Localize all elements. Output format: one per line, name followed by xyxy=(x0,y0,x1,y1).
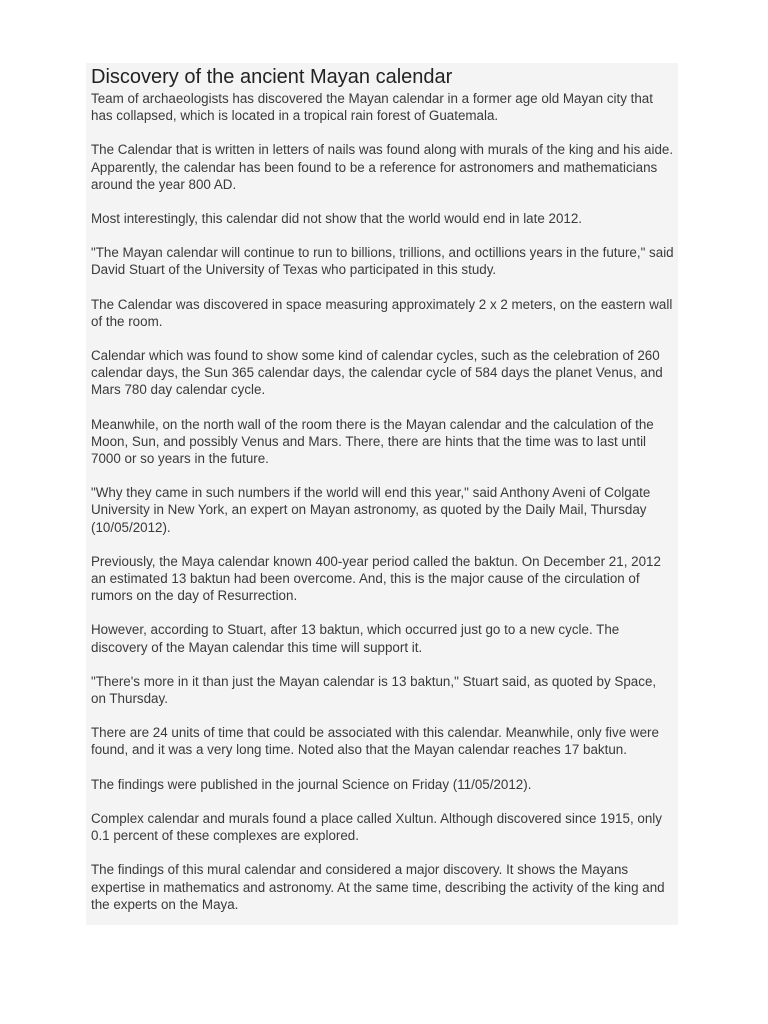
document-page xyxy=(86,63,678,925)
paragraph-7: Meanwhile, on the north wall of the room there is the Mayan calendar and the calculation of the Moon, Sun, and possibly Venus and Mars. There, there are hints that the time was to last until 7000 or so years in the future. xyxy=(91,416,654,467)
paragraph-10: However, according to Stuart, after 13 baktun, which occurred just go to a new cycle. The discovery of the Mayan calendar this time will support it. xyxy=(91,622,620,655)
paragraph-9: Previously, the Maya calendar known 400-year period called the baktun. On December 21, 2012 an estimated 13 baktun had been overcome. And, this is the major cause of the circulation of rumors on the day of Resurrection. xyxy=(91,553,661,604)
paragraph-11: "There's more in it than just the Mayan calendar is 13 baktun," Stuart said, as quoted by Space, on Thursday. xyxy=(91,673,657,707)
document-title: Discovery of the ancient Mayan calendar xyxy=(91,66,453,88)
paragraph-12: There are 24 units of time that could be associated with this calendar. Meanwhile, only five were found, and it was a very long time. Noted also that the Mayan calendar reaches 17 baktun. xyxy=(91,725,659,758)
paragraph-15: The findings of this mural calendar and considered a major discovery. It shows the Mayans expertise in mathematics and astronomy. At the same time, describing the activity of the king and the experts on the Maya. xyxy=(91,862,665,912)
paragraph-3: Most interestingly, this calendar did not show that the world would end in late 2012. xyxy=(91,211,583,227)
paragraph-4: "The Mayan calendar will continue to run to billions, trillions, and octillions years in the future," said David Stuart of the University of Texas who participated in this study. xyxy=(91,245,674,278)
paragraph-5: The Calendar was discovered in space measuring approximately 2 x 2 meters, on the eastern wall of the room. xyxy=(91,296,673,329)
paragraph-14: Complex calendar and murals found a place called Xultun. Although discovered since 1915, only 0.1 percent of these complexes are explored. xyxy=(91,810,662,844)
paragraph-13: The findings were published in the journal Science on Friday (11/05/2012). xyxy=(91,776,532,792)
paragraph-6: Calendar which was found to show some kind of calendar cycles, such as the celebration of 260 calendar days, the Sun 365 calendar days, the calendar cycle of 584 days the planet Venus, and Mars 780 day calendar cycle. xyxy=(91,348,663,398)
paragraph-8: "Why they came in such numbers if the world will end this year," said Anthony Aveni of Colgate University in New York, an expert on Mayan astronomy, as quoted by the Daily Mail, Thursday (10/05/2012). xyxy=(91,485,651,535)
paragraph-1: Team of archaeologists has discovered the Mayan calendar in a former age old Mayan city that has collapsed, which is located in a tropical rain forest of Guatemala. xyxy=(91,91,653,124)
paragraph-2: The Calendar that is written in letters of nails was found along with murals of the king and his aide. Apparently, the calendar has been found to be a reference for astronomers and mathematicians around the year 800 AD. xyxy=(91,142,674,192)
